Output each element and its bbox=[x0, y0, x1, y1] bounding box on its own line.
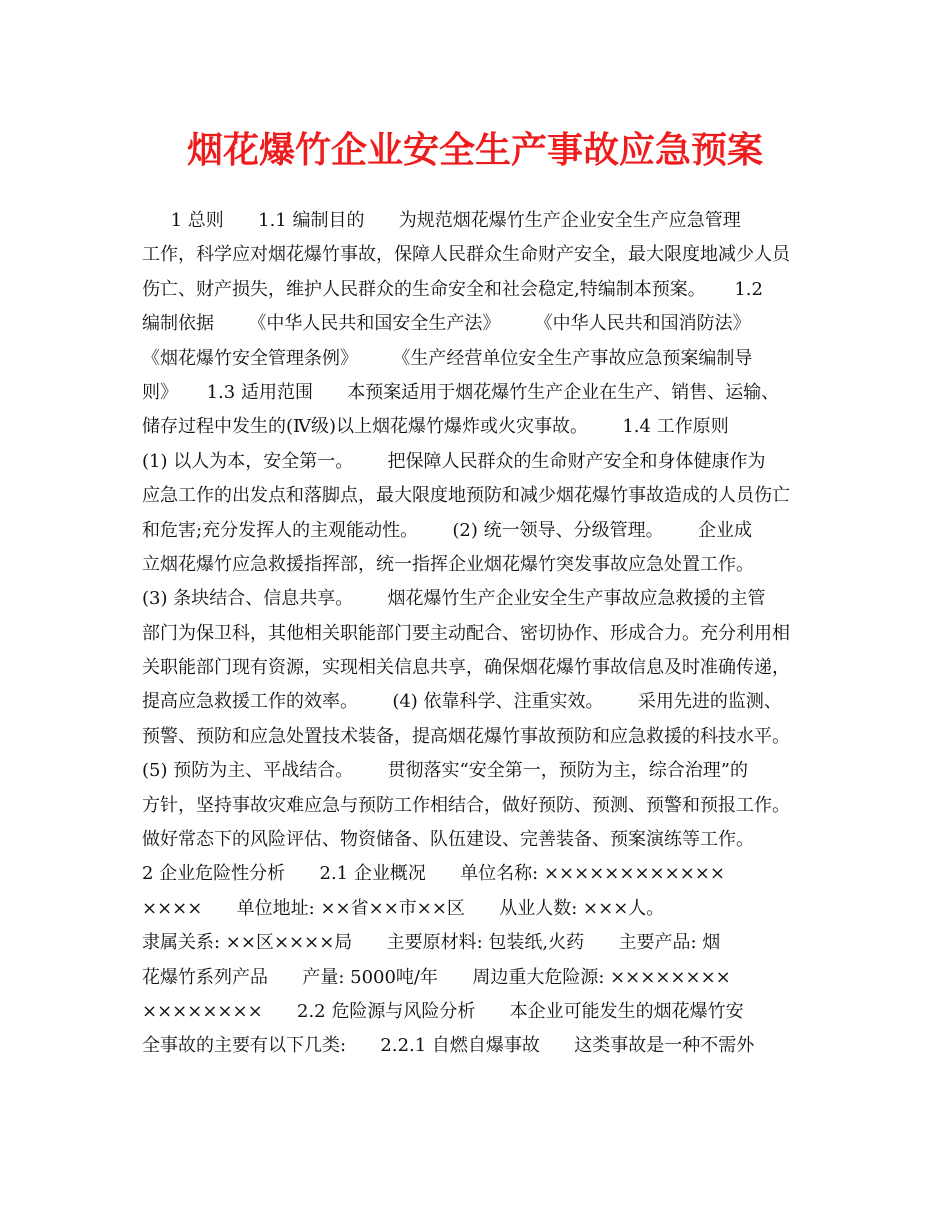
body-line: ×××××××× 2.2 危险源与风险分析 本企业可能发生的烟花爆竹安 bbox=[142, 1000, 744, 1022]
body-line: 花爆竹系列产品 产量: 5000吨/年 周边重大危险源: ×××××××× bbox=[142, 966, 731, 988]
document-title: 烟花爆竹企业安全生产事故应急预案 bbox=[186, 129, 763, 171]
body-line: 做好常态下的风险评估、物资储备、队伍建设、完善装备、预案演练等工作。 bbox=[142, 829, 754, 851]
body-line: 全事故的主要有以下几类: 2.2.1 自燃自爆事故 这类事故是一种不需外 bbox=[142, 1035, 755, 1057]
body-line: 隶属关系: ××区××××局 主要原材料: 包装纸,火药 主要产品: 烟 bbox=[142, 932, 721, 954]
body-line: 2 企业危险性分析 2.1 企业概况 单位名称: ×××××××××××× bbox=[142, 863, 725, 885]
body-line: 关职能部门现有资源，实现相关信息共享，确保烟花爆竹事故信息及时准确传递， bbox=[142, 657, 790, 679]
body-line: 《烟花爆竹安全管理条例》 《生产经营单位安全生产事故应急预案编制导 bbox=[142, 347, 753, 369]
body-line: ×××× 单位地址: ××省××市××区 从业人数: ×××人。 bbox=[142, 897, 665, 919]
body-line: (5) 预防为主、平战结合。 贯彻落实“安全第一，预防为主，综合治理”的 bbox=[142, 760, 748, 782]
body-line: 和危害;充分发挥人的主观能动性。 (2) 统一领导、分级管理。 企业成 bbox=[142, 519, 752, 541]
body-line: 伤亡、财产损失，维护人民群众的生命安全和社会稳定,特编制本预案。 1.2 bbox=[142, 278, 763, 300]
body-line: 储存过程中发生的(Ⅳ级)以上烟花爆竹爆炸或火灾事故。 1.4 工作原则 bbox=[142, 416, 729, 438]
body-line: 部门为保卫科，其他相关职能部门要主动配合、密切协作、形成合力。充分利用相 bbox=[142, 622, 790, 644]
body-line: 工作，科学应对烟花爆竹事故，保障人民群众生命财产安全，最大限度地减少人员 bbox=[142, 244, 790, 266]
body-line: (3) 条块结合、信息共享。 烟花爆竹生产企业安全生产事故应急救援的主管 bbox=[142, 588, 766, 610]
body-line: 1 总则 1.1 编制目的 为规范烟花爆竹生产企业安全生产应急管理 bbox=[142, 210, 741, 231]
body-line: 提高应急救援工作的效率。 (4) 依靠科学、注重实效。 采用先进的监测、 bbox=[142, 691, 782, 713]
body-line: 方针，坚持事故灾难应急与预防工作相结合，做好预防、预测、预警和预报工作。 bbox=[142, 794, 790, 816]
body-line: 预警、预防和应急处置技术装备，提高烟花爆竹事故预防和应急救援的科技水平。 bbox=[142, 725, 790, 747]
body-line: 立烟花爆竹应急救援指挥部，统一指挥企业烟花爆竹突发事故应急处置工作。 bbox=[142, 553, 754, 575]
document-body bbox=[142, 204, 832, 1064]
body-line: 则》 1.3 适用范围 本预案适用于烟花爆竹生产企业在生产、销售、运输、 bbox=[142, 381, 780, 403]
body-line: 编制依据 《中华人民共和国安全生产法》 《中华人民共和国消防法》 bbox=[142, 313, 751, 335]
body-line: 应急工作的出发点和落脚点，最大限度地预防和减少烟花爆竹事故造成的人员伤亡 bbox=[142, 485, 790, 507]
body-line: (1) 以人为本，安全第一。 把保障人民群众的生命财产安全和身体健康作为 bbox=[142, 450, 766, 472]
